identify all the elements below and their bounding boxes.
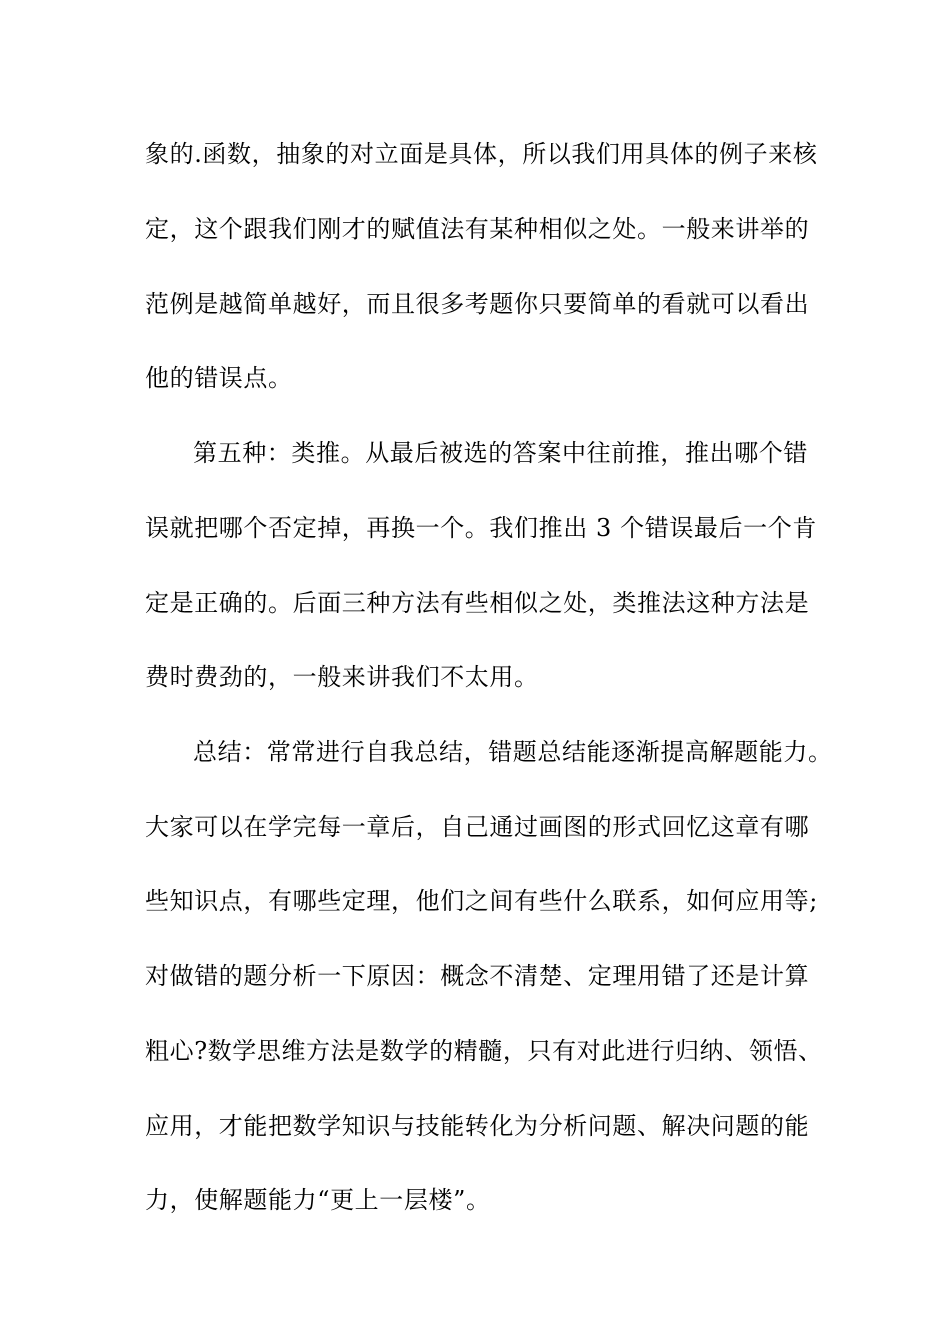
text-line-13: 粗心?数学思维方法是数学的精髓，只有对此进行归纳、领悟、 xyxy=(145,1037,823,1065)
text-line-10: 大家可以在学完每一章后，自己通过画图的形式回忆这章有哪 xyxy=(145,813,810,841)
text-line-12: 对做错的题分析一下原因：概念不清楚、定理用错了还是计算 xyxy=(145,962,810,990)
text-line-1: 象的.函数，抽象的对立面是具体，所以我们用具体的例子来核 xyxy=(145,140,818,168)
text-line-2: 定，这个跟我们刚才的赋值法有某种相似之处。一般来讲举的 xyxy=(145,215,810,243)
paragraph-summary-start: 总结：常常进行自我总结，错题总结能逐渐提高解题能力。 xyxy=(193,738,833,766)
text-line-14: 应用，才能把数学知识与技能转化为分析问题、解决问题的能 xyxy=(145,1112,810,1140)
text-line-6: 误就把哪个否定掉，再换一个。我们推出 3 个错误最后一个肯 xyxy=(145,514,817,542)
text-line-11: 些知识点，有哪些定理，他们之间有些什么联系，如何应用等; xyxy=(145,887,818,915)
text-line-3: 范例是越简单越好，而且很多考题你只要简单的看就可以看出 xyxy=(145,290,810,318)
text-line-8: 费时费劲的，一般来讲我们不太用。 xyxy=(145,663,539,691)
text-line-4: 他的错误点。 xyxy=(145,364,293,392)
text-line-15: 力，使解题能力“更上一层楼”。 xyxy=(145,1186,491,1214)
paragraph-method-five-start: 第五种：类推。从最后被选的答案中往前推，推出哪个错 xyxy=(193,439,808,467)
text-line-7: 定是正确的。后面三种方法有些相似之处，类推法这种方法是 xyxy=(145,589,810,617)
